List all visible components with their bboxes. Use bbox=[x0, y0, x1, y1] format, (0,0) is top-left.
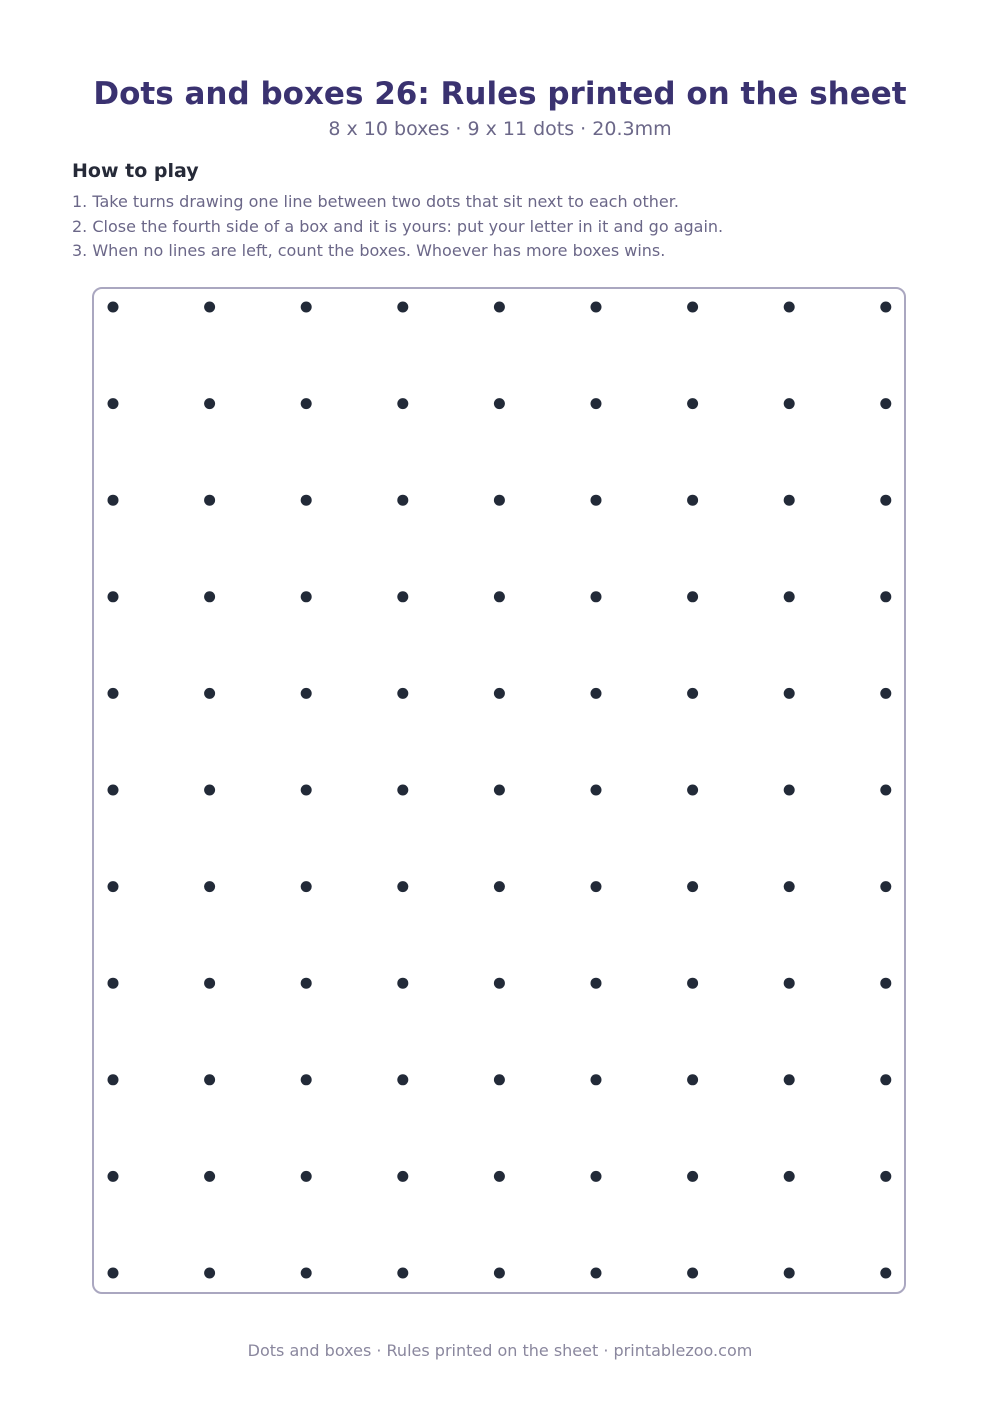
grid-dot bbox=[204, 978, 215, 989]
grid-dot bbox=[687, 591, 698, 602]
grid-dot bbox=[204, 1074, 215, 1085]
grid-dot bbox=[784, 495, 795, 506]
grid-dot bbox=[687, 1074, 698, 1085]
grid-dot bbox=[108, 398, 119, 409]
grid-dot bbox=[494, 495, 505, 506]
grid-dot bbox=[494, 1074, 505, 1085]
grid-dot bbox=[687, 1171, 698, 1182]
grid-dot bbox=[687, 688, 698, 699]
grid-dot bbox=[204, 495, 215, 506]
grid-dot bbox=[301, 302, 312, 313]
grid-dot bbox=[301, 591, 312, 602]
grid-dot bbox=[880, 978, 891, 989]
dot-grid-board bbox=[92, 287, 906, 1294]
grid-dot bbox=[880, 785, 891, 796]
grid-dot bbox=[204, 785, 215, 796]
grid-dot bbox=[108, 495, 119, 506]
grid-dot bbox=[204, 302, 215, 313]
grid-dot bbox=[880, 591, 891, 602]
grid-dot bbox=[784, 1268, 795, 1279]
grid-dot bbox=[784, 591, 795, 602]
grid-dot bbox=[108, 978, 119, 989]
grid-dot bbox=[397, 302, 408, 313]
grid-dot bbox=[108, 1171, 119, 1182]
grid-dot bbox=[784, 688, 795, 699]
grid-dot bbox=[591, 591, 602, 602]
grid-dot bbox=[494, 785, 505, 796]
grid-dot bbox=[494, 398, 505, 409]
grid-dot bbox=[397, 591, 408, 602]
grid-dot bbox=[784, 398, 795, 409]
grid-dot bbox=[108, 302, 119, 313]
grid-dot bbox=[301, 495, 312, 506]
grid-dot bbox=[687, 881, 698, 892]
grid-dot bbox=[397, 495, 408, 506]
grid-dot bbox=[108, 688, 119, 699]
grid-dot bbox=[591, 785, 602, 796]
grid-dot bbox=[301, 881, 312, 892]
grid-dot bbox=[687, 302, 698, 313]
grid-dot bbox=[494, 1171, 505, 1182]
rules-list bbox=[72, 190, 723, 264]
page-title: Dots and boxes 26: Rules printed on the sheet bbox=[93, 76, 907, 112]
grid-dot bbox=[397, 688, 408, 699]
grid-dot bbox=[108, 785, 119, 796]
grid-dot bbox=[687, 1268, 698, 1279]
grid-dot bbox=[880, 1171, 891, 1182]
grid-dot bbox=[204, 688, 215, 699]
grid-dot bbox=[301, 1074, 312, 1085]
grid-dot bbox=[591, 1171, 602, 1182]
rule-item: 3. When no lines are left, count the boxes. Whoever has more boxes wins. bbox=[72, 241, 666, 261]
grid-dot bbox=[687, 978, 698, 989]
grid-dot bbox=[591, 398, 602, 409]
grid-dot bbox=[784, 785, 795, 796]
grid-dot bbox=[108, 591, 119, 602]
grid-dot bbox=[784, 978, 795, 989]
grid-dot bbox=[494, 591, 505, 602]
rule-item: 2. Close the fourth side of a box and it is yours: put your letter in it and go again. bbox=[72, 216, 724, 236]
grid-dot bbox=[301, 978, 312, 989]
grid-dot bbox=[108, 1074, 119, 1085]
grid-dot bbox=[397, 978, 408, 989]
grid-dot bbox=[687, 495, 698, 506]
grid-dot bbox=[494, 688, 505, 699]
dot-grid bbox=[92, 287, 906, 1294]
grid-dot bbox=[494, 1268, 505, 1279]
grid-dot bbox=[687, 398, 698, 409]
grid-dot bbox=[301, 398, 312, 409]
grid-dot bbox=[108, 1268, 119, 1279]
grid-dot bbox=[880, 495, 891, 506]
grid-dot bbox=[880, 688, 891, 699]
grid-dot bbox=[880, 398, 891, 409]
grid-dot bbox=[108, 881, 119, 892]
grid-dot bbox=[204, 1171, 215, 1182]
grid-dot bbox=[880, 1268, 891, 1279]
grid-dot bbox=[591, 1268, 602, 1279]
grid-dot bbox=[784, 1171, 795, 1182]
grid-dot bbox=[301, 1171, 312, 1182]
grid-dot bbox=[591, 302, 602, 313]
grid-dot bbox=[397, 785, 408, 796]
grid-dot bbox=[397, 1171, 408, 1182]
rule-item: 1. Take turns drawing one line between two dots that sit next to each other. bbox=[72, 192, 679, 211]
grid-dot bbox=[784, 1074, 795, 1085]
grid-dot bbox=[591, 688, 602, 699]
grid-dot bbox=[784, 881, 795, 892]
grid-dot bbox=[494, 881, 505, 892]
page-footer: Dots and boxes · Rules printed on the sheet · printablezoo.com bbox=[247, 1341, 753, 1360]
grid-dot bbox=[397, 398, 408, 409]
grid-dot bbox=[784, 302, 795, 313]
grid-dot bbox=[301, 688, 312, 699]
grid-dot bbox=[880, 1074, 891, 1085]
grid-dot bbox=[397, 881, 408, 892]
grid-dot bbox=[687, 785, 698, 796]
grid-dot bbox=[204, 398, 215, 409]
grid-dot bbox=[397, 1074, 408, 1085]
grid-dot bbox=[301, 785, 312, 796]
grid-dot bbox=[591, 881, 602, 892]
grid-dot bbox=[591, 978, 602, 989]
grid-dot bbox=[204, 591, 215, 602]
grid-dot bbox=[301, 1268, 312, 1279]
grid-dot bbox=[494, 978, 505, 989]
how-to-play-heading: How to play bbox=[72, 160, 199, 182]
grid-dot bbox=[880, 881, 891, 892]
grid-dot bbox=[880, 302, 891, 313]
grid-dot bbox=[494, 302, 505, 313]
grid-dot bbox=[397, 1268, 408, 1279]
grid-dot bbox=[591, 1074, 602, 1085]
grid-dot bbox=[204, 881, 215, 892]
grid-dot bbox=[204, 1268, 215, 1279]
page-subtitle: 8 x 10 boxes · 9 x 11 dots · 20.3mm bbox=[328, 118, 672, 140]
grid-dot bbox=[591, 495, 602, 506]
